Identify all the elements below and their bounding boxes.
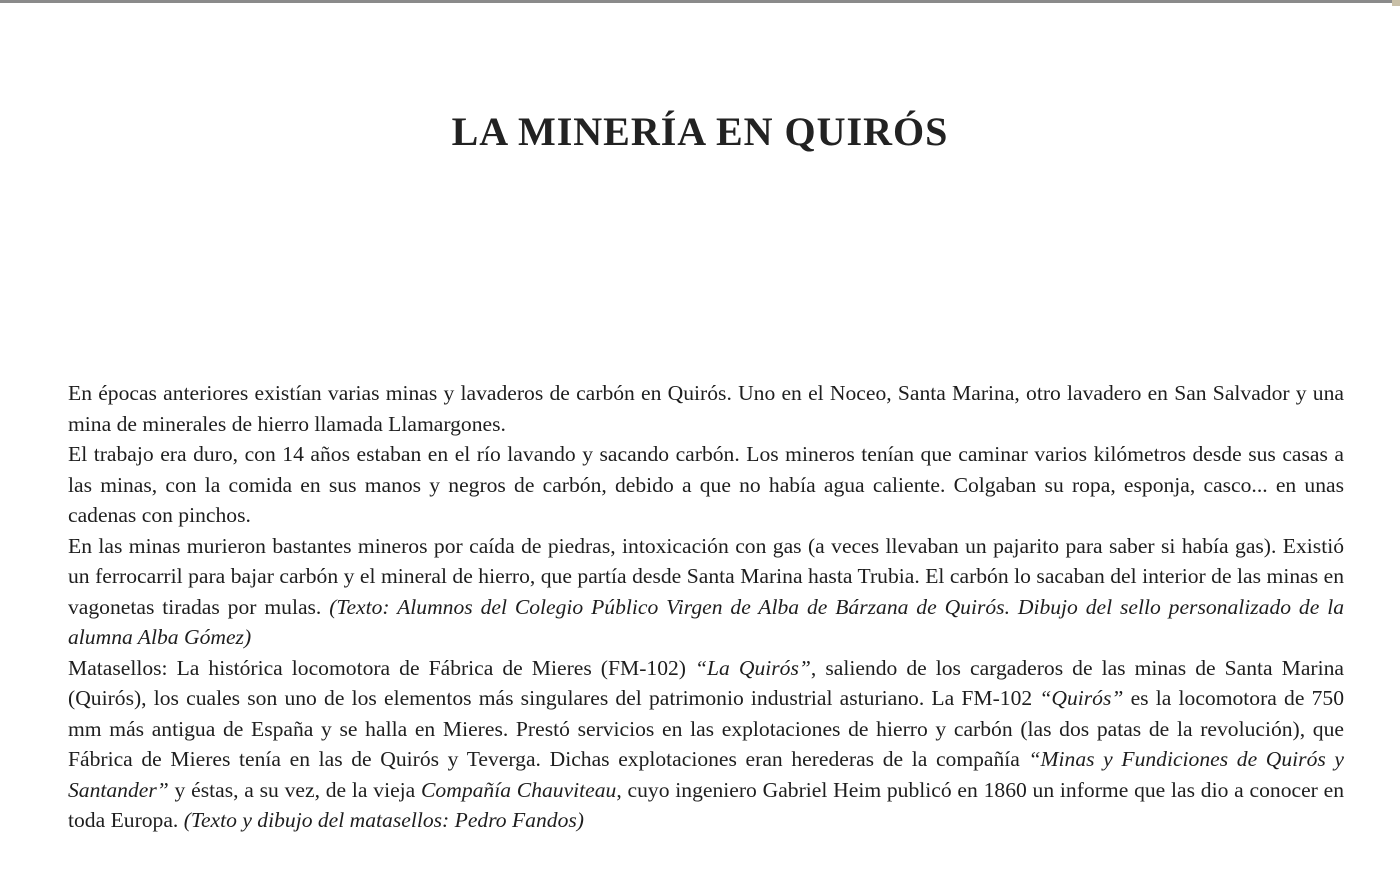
body-text [68,378,1344,836]
paragraph-4-segment-5: , cuyo ingeniero Gabriel Heim publicó en 1860 un informe que las dio a conocer en toda Europa. [68,777,1345,832]
paragraph-4-segment-4: y éstas, a su vez, de la vieja [168,777,422,802]
paragraph-4 [68,653,1344,836]
page-title: LA MINERÍA EN QUIRÓS [451,109,949,154]
paragraph-1 [68,378,1344,439]
paragraph-4-segment-2: , saliendo de los cargaderos de las minas de Santa Marina (Quirós), los cuales son uno de los elementos más singulares del patrimonio industrial asturiano. La FM-102 [68,655,1344,710]
quote-quiros: “Quirós” [1039,686,1124,710]
paragraph-1-text: En épocas anteriores existían varias minas y lavaderos de carbón en Quirós. Uno en el Noceo, Santa Marina, otro lavadero en San Salvador y una mina de minerales de hierro llamada Llamargones. [68,381,1344,436]
paragraph-3 [68,531,1344,653]
scan-top-edge [0,0,1400,3]
paragraph-3-credit: (Texto: Alumnos del Colegio Público Virgen de Alba de Bárzana de Quirós. Dibujo del sello personalizado de la alumna Alba Gómez) [68,594,1344,649]
quote-minas-y-fundiciones: “Minas y Fundiciones de Quirós y Santander” [68,747,1345,802]
quote-la-quiros: “La Quirós” [695,655,811,680]
paragraph-4-segment-3: es la locomotora de 750 mm más antigua de España y se halla en Mieres. Prestó servicios en las explotaciones de hierro y carbón (las dos patas de la revolución), que Fábrica de Mieres tenía en las de Quirós y Teverga. Dichas explotaciones eran herederas de la compañía [68,686,1345,771]
company-name: Compañía Chauviteau [421,777,617,802]
paragraph-2 [68,439,1344,531]
paragraph-3-text: En las minas murieron bastantes mineros por caída de piedras, intoxicación con gas (a veces llevaban un pajarito para saber si había gas). Existió un ferrocarril para bajar carbón y el mineral de hierro, que partía desde Santa Marina hasta Trubia. El carbón lo sacaban del interior de las minas en vagonetas tiradas por mulas. [68,533,1344,619]
paragraph-4-credit: (Texto y dibujo del matasellos: Pedro Fandos) [183,808,584,832]
scan-corner-mark [1392,0,1400,6]
paragraph-4-segment-1: Matasellos: La histórica locomotora de Fábrica de Mieres (FM-102) [68,655,696,680]
paragraph-2-text: El trabajo era duro, con 14 años estaban en el río lavando y sacando carbón. Los mineros tenían que caminar varios kilómetros desde sus casas a las minas, con la comida en sus manos y negros de carbón, debido a que no había agua caliente. Colgaban su ropa, esponja, casco... en unas cadenas con pinchos. [68,442,1344,527]
